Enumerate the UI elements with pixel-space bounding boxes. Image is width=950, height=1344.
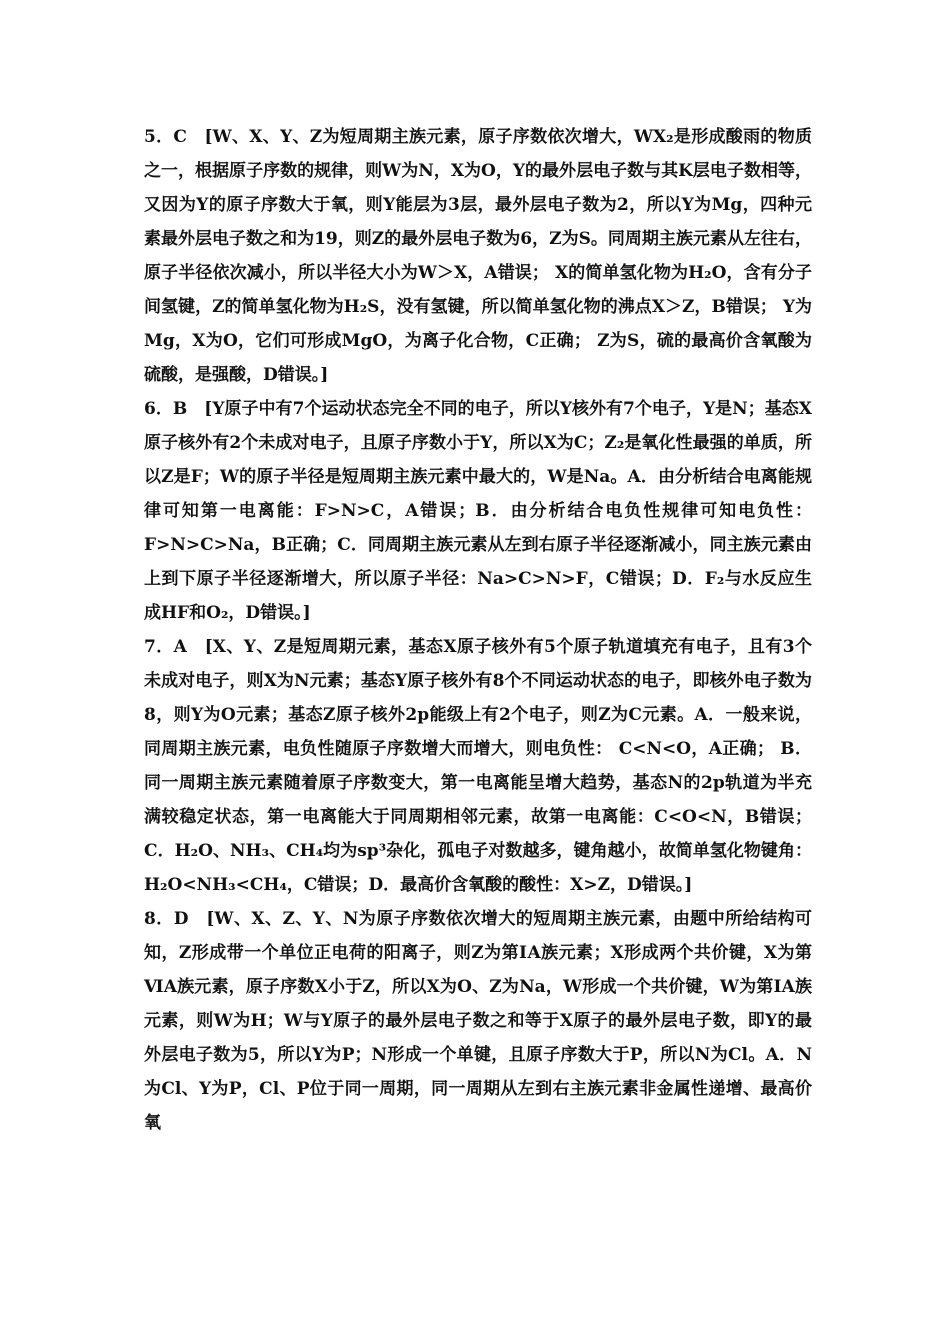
answer-q5: 5．C [W、X、Y、Z为短周期主族元素，原子序数依次增大，WX₂是形成酸雨的物质之一，根据原子序数的规律，则W为N，X为O，Y的最外层电子数与其K层电子数相等，又因为Y的原子序数大于氧，则Y能层为3层，最外层电子数为2，所以Y为Mg，四种元素最外层电子数之和为19，则Z的最外层电子数为6，Z为S。同周期主族元素从左往右，原子半径依次减小，所以半径大小为W＞X，A错误； X的简单氢化物为H₂O，含有分子间氢键，Z的简单氢化物为H₂S，没有氢键，所以简单氢化物的沸点X＞Z，B错误； Y为Mg，X为O，它们可形成MgO，为离子化合物，C正确； Z为S，硫的最高价含氧酸为硫酸，是强酸，D错误。]	[144, 127, 812, 385]
answer-q7: 7．A [X、Y、Z是短周期元素，基态X原子核外有5个原子轨道填充有电子，且有3个未成对电子，则X为N元素；基态Y原子核外有8个不同运动状态的电子，即核外电子数为8，则Y为O元素；基态Z原子核外2p能级上有2个电子，则Z为C元素。A．一般来说，同周期主族元素，电负性随原子序数增大而增大，则电负性： C<N<O，A正确； B．同一周期主族元素随着原子序数变大，第一电离能呈增大趋势，基态N的2p轨道为半充满较稳定状态，第一电离能大于同周期相邻元素，故第一电离能：C<O<N，B错误；C．H₂O、NH₃、CH₄均为sp³杂化，孤电子对数越多，键角越小，故简单氢化物键角：H₂O<NH₃<CH₄，C错误；D．最高价含氧酸的酸性：X>Z，D错误。]	[144, 637, 812, 895]
answer-q6: 6．B [Y原子中有7个运动状态完全不同的电子，所以Y核外有7个电子，Y是N；基态X原子核外有2个未成对电子，且原子序数小于Y，所以X为C；Z₂是氧化性最强的单质，所以Z是F；W的原子半径是短周期主族元素中最大的，W是Na。A．由分析结合电离能规律可知第一电离能：F>N>C，A错误；B．由分析结合电负性规律可知电负性：F>N>C>Na，B正确；C．同周期主族元素从左到右原子半径逐渐减小，同主族元素由上到下原子半径逐渐增大，所以原子半径：Na>C>N>F，C错误；D．F₂与水反应生成HF和O₂，D错误。]	[144, 399, 812, 623]
answer-q8: 8．D [W、X、Z、Y、N为原子序数依次增大的短周期主族元素，由题中所给结构可知，Z形成带一个单位正电荷的阳离子，则Z为第ⅠA族元素；X形成两个共价键，X为第ⅥA族元素，原子序数X小于Z，所以X为O、Z为Na，W形成一个共价键，W为第ⅠA族元素，则W为H；W与Y原子的最外层电子数之和等于X原子的最外层电子数，即Y的最外层电子数为5，所以Y为P；N形成一个单键，且原子序数大于P，所以N为Cl。A．N为Cl、Y为P，Cl、P位于同一周期，同一周期从左到右主族元素非金属性递增、最高价氧	[144, 909, 812, 1133]
answer-document	[144, 120, 812, 1140]
